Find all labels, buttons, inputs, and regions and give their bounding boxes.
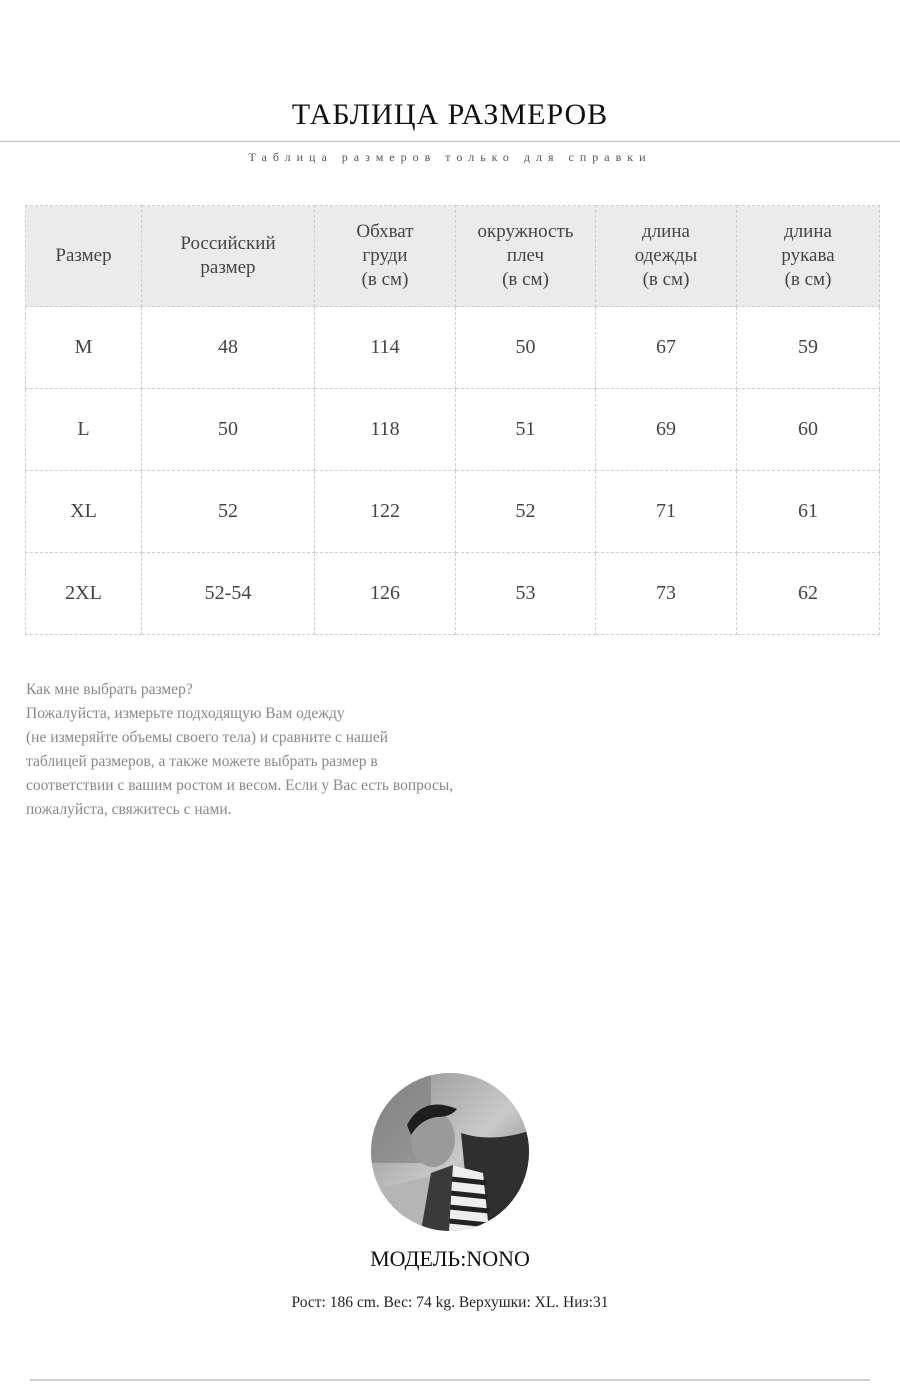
table-cell: 60	[737, 389, 880, 471]
note-line: пожалуйста, свяжитесь с нами.	[26, 801, 232, 818]
bottom-divider	[30, 1379, 870, 1381]
header-shoulders: окружность плеч (в см)	[456, 206, 596, 307]
table-row	[26, 471, 880, 553]
table-cell: 122	[315, 471, 456, 553]
table-cell: 52	[142, 471, 315, 553]
header-russian-size: Российский размер	[142, 206, 315, 307]
table-cell: XL	[26, 471, 142, 553]
table-cell: 52	[456, 471, 596, 553]
table-cell: 2XL	[26, 553, 142, 635]
note-line: таблицей размеров, а также можете выбрать размер в	[26, 753, 378, 770]
table-cell: 61	[737, 471, 880, 553]
size-help-note	[26, 678, 626, 822]
table-cell: L	[26, 389, 142, 471]
table-cell: 114	[315, 307, 456, 389]
model-photo	[371, 1073, 529, 1231]
header-chest: Обхват груди (в см)	[315, 206, 456, 307]
table-cell: 73	[596, 553, 737, 635]
table-cell: 59	[737, 307, 880, 389]
note-line: соответствии с вашим ростом и весом. Если у Вас есть вопросы,	[26, 777, 454, 794]
table-cell: 118	[315, 389, 456, 471]
table-cell: 51	[456, 389, 596, 471]
table-cell: 67	[596, 307, 737, 389]
table-header-row	[26, 206, 880, 307]
size-table	[25, 205, 880, 635]
table-cell: M	[26, 307, 142, 389]
header-sleeve: длина рукава (в см)	[737, 206, 880, 307]
table-cell: 48	[142, 307, 315, 389]
note-line: (не измеряйте объемы своего тела) и сравните с нашей	[26, 729, 389, 746]
page-title: ТАБЛИЦА РАЗМЕРОВ	[291, 98, 609, 131]
model-avatar	[371, 1073, 529, 1231]
table-cell: 71	[596, 471, 737, 553]
table-cell: 52-54	[142, 553, 315, 635]
header-size: Размер	[26, 206, 142, 307]
title-divider	[0, 141, 900, 142]
model-stats: Рост: 186 cm. Вес: 74 kg. Верхушки: XL. Низ:31	[291, 1294, 609, 1311]
model-name: МОДЕЛЬ:NONO	[370, 1246, 530, 1271]
note-line: Как мне выбрать размер?	[26, 681, 193, 698]
note-line: Пожалуйста, измерьте подходящую Вам одежду	[26, 705, 345, 722]
table-cell: 50	[456, 307, 596, 389]
table-cell: 126	[315, 553, 456, 635]
header-length: длина одежды (в см)	[596, 206, 737, 307]
page-subtitle: Таблица размеров только для справки	[248, 150, 652, 164]
table-cell: 69	[596, 389, 737, 471]
table-cell: 53	[456, 553, 596, 635]
table-cell: 50	[142, 389, 315, 471]
table-row	[26, 389, 880, 471]
table-cell: 62	[737, 553, 880, 635]
table-row	[26, 553, 880, 635]
table-row	[26, 307, 880, 389]
